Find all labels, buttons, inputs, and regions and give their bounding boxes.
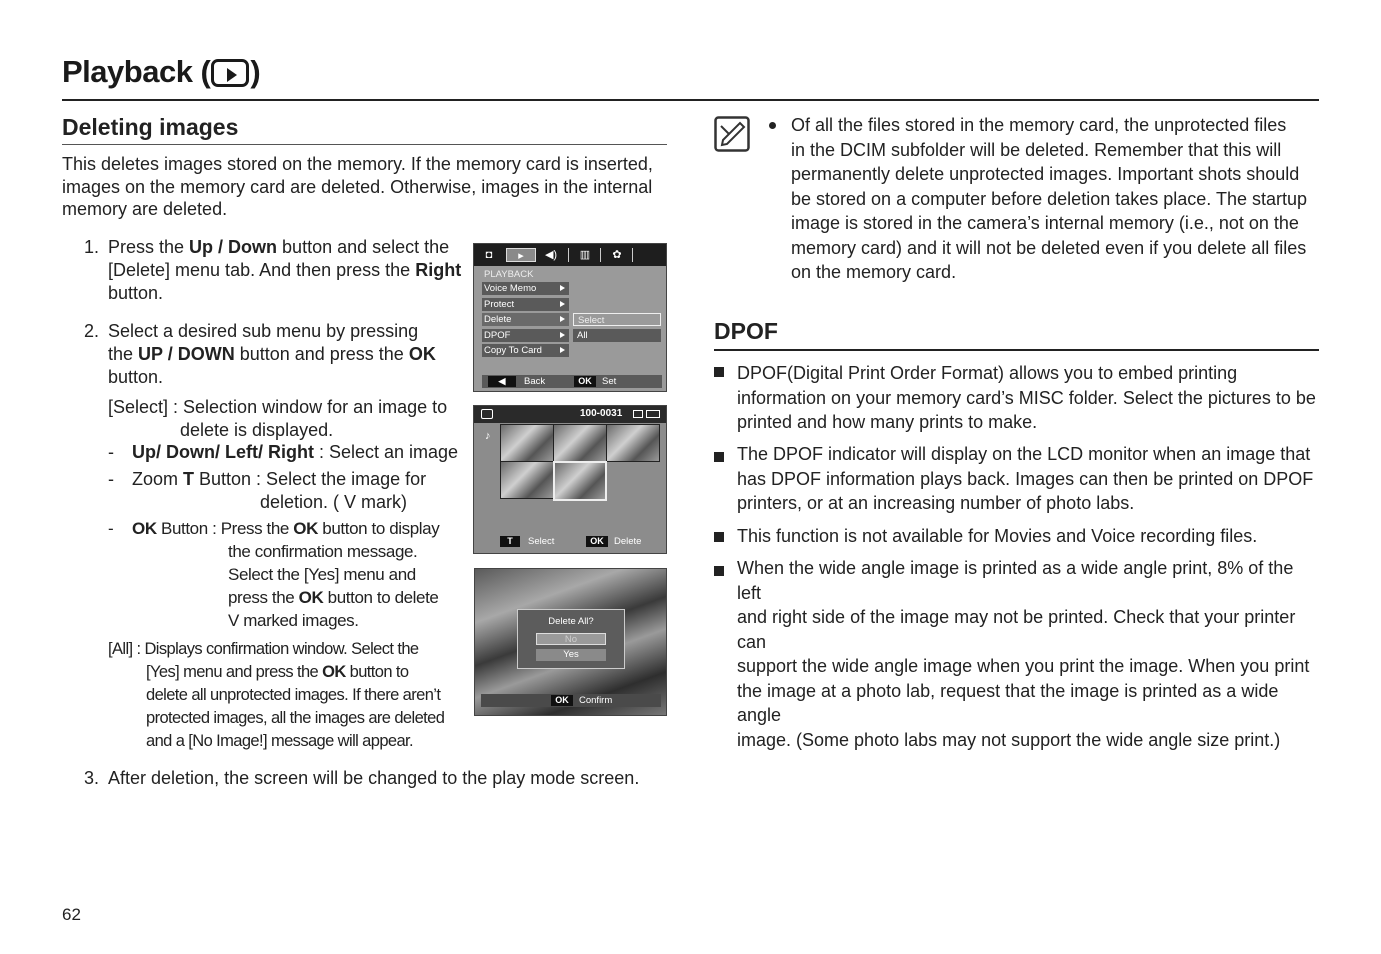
- menu-item-voice-memo[interactable]: Voice Memo: [482, 282, 569, 295]
- step-number: 1.: [84, 237, 100, 257]
- step-line: Select a desired sub menu by pressing: [108, 321, 419, 341]
- page-title: [62, 54, 260, 90]
- dpof-bullet-1: DPOF(Digital Print Order Format) allows you to embed printing information on your memory card’s MISC folder. Select the pictures to be printed and how many prints to make.: [737, 363, 1316, 432]
- file-number: 100-0031: [580, 408, 623, 419]
- dpof-divider: [714, 349, 1319, 351]
- thumbnail-2[interactable]: [553, 424, 607, 462]
- dpof-bullet-2: The DPOF indicator will display on the LCD monitor when an image that has DPOF information plays back. Images can then be printed on DPOF printers, or at an increasing number of photo labs.: [737, 444, 1314, 513]
- playback-tab-icon: ▸: [506, 248, 536, 262]
- zoom-t-tag: T: [500, 536, 520, 547]
- ok-tag: OK: [551, 695, 573, 706]
- select-description: [Select] : Selection window for an image to delete is displayed.: [108, 397, 448, 440]
- playback-mode-icon: [211, 59, 249, 87]
- playback-icon: [481, 409, 493, 419]
- display-icon: ▥: [579, 249, 591, 261]
- bullet-square: [714, 532, 724, 542]
- step-line: Press the Up / Down button and select the: [108, 237, 450, 257]
- menu-tab-bar: [474, 244, 666, 266]
- title-divider: [62, 99, 1319, 101]
- thumbnail-selected[interactable]: [553, 461, 607, 501]
- size-icon: [633, 410, 643, 418]
- dpof-bullet-4: When the wide angle image is printed as a wide angle print, 8% of the left and right side of the image may not be printed. Check that your printer can support the wide angle image when you print the image. When you print the image at a photo lab, request that the image is printed as a wide angle image. (Some photo labs may not support the wide angle size print.): [737, 558, 1310, 750]
- thumbnail-1[interactable]: [500, 424, 554, 462]
- menu-item-protect[interactable]: Protect: [482, 298, 569, 311]
- intro-paragraph: This deletes images stored on the memory. If the memory card is inserted, images on the memory card are deleted. Otherwise, images in the internal memory are deleted.: [62, 154, 653, 219]
- thumbnail-3[interactable]: [606, 424, 660, 462]
- confirm-footer: [481, 694, 661, 707]
- menu-item-delete[interactable]: Delete: [482, 313, 569, 326]
- step-number: 2.: [84, 321, 100, 341]
- page-number: 62: [62, 905, 81, 924]
- left-arrow-icon: ◀: [488, 376, 516, 387]
- dialog-title: Delete All?: [548, 616, 594, 627]
- menu-footer: [482, 375, 662, 388]
- step-3: [84, 767, 684, 791]
- menu-item-copy-to-card[interactable]: Copy To Card: [482, 344, 569, 357]
- ok-tag: OK: [574, 376, 596, 387]
- set-label: Set: [602, 376, 617, 387]
- step-line: the UP / DOWN button and press the OK: [108, 344, 436, 364]
- section-title: Deleting images: [62, 114, 239, 140]
- all-description: [All] : Displays confirmation window. Select the [Yes] menu and press the OK button to delete all unprotected images. If there aren’t protected images, all the images are deleted and a [No Image!] message will appear.: [108, 640, 445, 750]
- thumbnail-4[interactable]: [500, 461, 554, 499]
- option-select[interactable]: Select: [573, 313, 661, 326]
- option-all[interactable]: All: [573, 329, 661, 342]
- section-divider: [62, 144, 667, 145]
- select-footer: [498, 535, 662, 548]
- dash-item-ok: - OK Button : Press the OK button to display the confirmation message. Select the [Yes] menu and press the OK button to delete V marked images.: [108, 519, 440, 630]
- status-bar: [474, 406, 666, 423]
- step-number: 3.: [84, 768, 100, 788]
- bullet-square: [714, 566, 724, 576]
- option-no[interactable]: No: [536, 633, 606, 645]
- bullet-dot: [769, 122, 776, 129]
- note-pencil-icon: [714, 116, 750, 152]
- page-title-close: ): [250, 54, 261, 89]
- step-line: [Delete] menu tab. And then press the Right: [108, 260, 462, 280]
- step-1: [84, 236, 464, 306]
- confirm-label: Confirm: [579, 695, 613, 706]
- menu-item-dpof[interactable]: DPOF: [482, 329, 569, 342]
- voice-memo-icon: ♪: [485, 430, 491, 442]
- camera-mode-icon: ◘: [485, 249, 493, 261]
- bullet-square: [714, 452, 724, 462]
- dash-item-zoom: - Zoom T Button : Select the image for deletion. ( V mark): [108, 469, 427, 512]
- lcd-playback-menu: [473, 243, 667, 392]
- bullet-square: [714, 367, 724, 377]
- delete-label: Delete: [614, 536, 642, 547]
- dpof-section-title: DPOF: [714, 318, 778, 344]
- lcd-delete-confirm: [474, 568, 667, 716]
- ok-tag: OK: [586, 536, 608, 547]
- settings-gear-icon: ✿: [612, 249, 622, 261]
- step-line: button.: [108, 367, 164, 387]
- step-line: button.: [108, 283, 164, 303]
- battery-icon: [646, 410, 660, 418]
- page-title-text: Playback (: [62, 54, 211, 89]
- select-label: Select: [528, 536, 555, 547]
- sound-icon: ◀): [544, 249, 558, 261]
- delete-all-dialog: [517, 609, 625, 669]
- step-2: [84, 320, 464, 390]
- option-yes[interactable]: Yes: [536, 649, 606, 661]
- step-line: After deletion, the screen will be changed to the play mode screen.: [108, 768, 640, 788]
- dpof-bullet-3: This function is not available for Movies and Voice recording files.: [737, 526, 1258, 546]
- menu-heading: PLAYBACK: [484, 269, 534, 280]
- back-label: Back: [524, 376, 546, 387]
- note-text: Of all the files stored in the memory card, the unprotected files in the DCIM subfolder will be deleted. Remember that this will permanently delete unprotected images. Important shots should be stored on a computer before deletion takes place. The startup image is stored in the camera’s internal memory (i.e., not on the memory card) and it will not be deleted even if you delete all files on the memory card.: [791, 115, 1307, 282]
- lcd-select-images: [473, 405, 667, 554]
